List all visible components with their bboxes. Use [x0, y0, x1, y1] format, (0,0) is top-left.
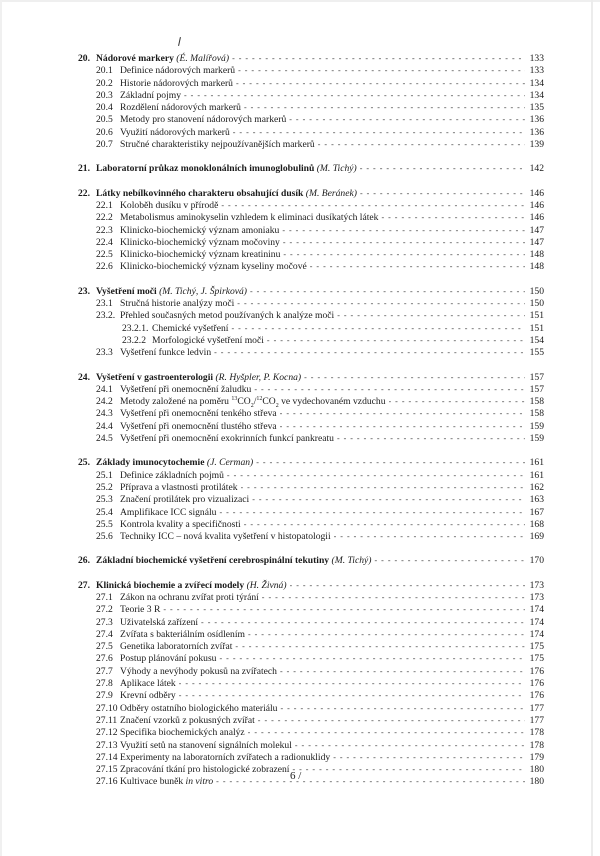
- page-edge-left: [0, 0, 2, 856]
- toc-chapter: [78, 188, 544, 274]
- section-number: 20.1: [96, 65, 113, 77]
- section-title: Vyšetření při onemocnění tenkého střeva: [120, 408, 277, 420]
- toc-section-row[interactable]: [78, 604, 544, 616]
- toc-section-row[interactable]: [78, 470, 544, 482]
- section-number: 22.2: [96, 212, 113, 224]
- page-ref: 162: [529, 481, 544, 493]
- page-ref: 148: [529, 249, 544, 261]
- leader-dots: [250, 286, 525, 298]
- page-ref: 134: [529, 77, 544, 89]
- section-number: 25.3: [96, 494, 113, 506]
- page-ref: 147: [529, 224, 544, 236]
- section-number: 22.3: [96, 224, 113, 236]
- section-number: 27.11: [96, 714, 118, 726]
- section-number: 27.6: [96, 653, 113, 665]
- toc-section-row[interactable]: [78, 703, 544, 715]
- leader-dots: [267, 335, 525, 347]
- leader-dots: [244, 519, 525, 531]
- toc-chapter-row[interactable]: [78, 457, 544, 469]
- page-ref: 133: [529, 65, 544, 77]
- toc-chapter-row[interactable]: [78, 286, 544, 298]
- section-number: 27.7: [96, 665, 113, 677]
- toc-section-row[interactable]: [78, 653, 544, 665]
- toc-section-row[interactable]: [78, 114, 544, 126]
- chapter-number: 23.: [78, 285, 90, 297]
- section-title: Klinicko-biochemický význam kyseliny močové: [120, 261, 307, 273]
- toc-section-row[interactable]: [78, 65, 544, 77]
- section-number: 24.3: [96, 408, 113, 420]
- section-title: Krevní odběry: [120, 690, 176, 702]
- page-ref: 180: [529, 764, 544, 776]
- section-number: 27.14: [96, 751, 118, 763]
- page-ref: 159: [529, 420, 544, 432]
- leader-dots: [236, 78, 525, 90]
- handwritten-mark: [178, 37, 181, 46]
- section-number: 24.2: [96, 396, 113, 408]
- page-ref: 179: [529, 751, 544, 763]
- section-title: Klinicko-biochemický význam amoniaku: [120, 224, 280, 236]
- section-title: Kontrola kvality a specifičnosti: [120, 518, 241, 530]
- chapter-title: Klinická biochemie a zvířecí modely (H. Živná): [96, 579, 287, 591]
- section-number: 22.4: [96, 236, 113, 248]
- leader-dots: [201, 617, 525, 629]
- chapter-author: (J. Cerman): [206, 457, 254, 469]
- section-number: 20.4: [96, 102, 113, 114]
- leader-dots: [179, 690, 525, 702]
- leader-dots: [283, 249, 525, 261]
- toc-section-row[interactable]: [78, 421, 544, 433]
- toc-section-row[interactable]: [78, 482, 544, 494]
- chapter-number: 20.: [78, 53, 90, 64]
- section-title: Zpracování tkání pro histologické zobrazení: [120, 764, 290, 776]
- leader-dots: [280, 703, 525, 715]
- toc-section-row[interactable]: [78, 90, 544, 102]
- section-title: Definice nádorových markerů: [120, 65, 236, 77]
- toc-section-row[interactable]: [78, 78, 544, 90]
- leader-dots: [184, 90, 525, 102]
- page-ref: 146: [529, 199, 544, 211]
- page-ref: 134: [529, 89, 544, 101]
- page-ref: 135: [529, 102, 544, 114]
- leader-dots: [283, 237, 525, 249]
- page-ref: 175: [529, 641, 544, 653]
- section-number: 20.7: [96, 139, 113, 151]
- chapter-author: (H. Živná): [246, 579, 287, 591]
- section-number: 25.4: [96, 506, 113, 518]
- toc-section-row[interactable]: [78, 384, 544, 396]
- leader-dots: [360, 163, 525, 175]
- toc-section-row[interactable]: [78, 531, 544, 543]
- leader-dots: [232, 53, 525, 65]
- toc-section-row[interactable]: [78, 678, 544, 690]
- leader-dots: [318, 139, 525, 151]
- toc-section-row[interactable]: [78, 764, 544, 776]
- leader-dots: [337, 433, 525, 445]
- section-number: 27.1: [96, 591, 113, 603]
- page-ref: 176: [529, 678, 544, 690]
- section-number: 23.1: [96, 298, 113, 310]
- chapter-number: 26.: [78, 555, 90, 567]
- leader-dots: [337, 310, 525, 322]
- section-number: 22.1: [96, 199, 113, 211]
- section-title: Zvířata s bakteriálním osídlením: [120, 628, 245, 640]
- section-number: 22.5: [96, 249, 113, 261]
- section-number: 20.3: [96, 89, 113, 101]
- section-number: 25.1: [96, 469, 113, 481]
- toc-section-row[interactable]: [78, 690, 544, 702]
- toc-chapter-row[interactable]: [78, 188, 544, 200]
- page-ref: 158: [529, 408, 544, 420]
- leader-dots: [360, 188, 525, 200]
- section-number: 23.3: [96, 347, 113, 359]
- chapter-author: (M. Tichý): [316, 163, 357, 175]
- page-ref: 154: [529, 334, 544, 346]
- section-title: Metabolismus aminokyselin vzhledem k eliminaci dusíkatých látek: [120, 212, 379, 224]
- chapter-title: Laboratorní průkaz monoklonálních imunoglobulinů (M. Tichý): [96, 163, 357, 175]
- toc-section-row[interactable]: [78, 261, 544, 273]
- toc-section-row[interactable]: [78, 408, 544, 420]
- leader-dots: [214, 347, 525, 359]
- chapter-author: (M. Tichý): [331, 555, 372, 567]
- section-title: Chemické vyšetření: [152, 322, 229, 334]
- section-title: Amplifikace ICC signálu: [120, 506, 217, 518]
- leader-dots: [235, 641, 525, 653]
- toc-section-row[interactable]: [78, 715, 544, 727]
- toc-chapter-row[interactable]: [78, 163, 544, 175]
- leader-dots: [219, 653, 525, 665]
- chapter-number: 25.: [78, 457, 90, 469]
- chapter-title: Vyšetření moči (M. Tichý, J. Špirková): [96, 285, 247, 297]
- section-number: 27.4: [96, 628, 113, 640]
- section-title: Zákon na ochranu zvířat proti týrání: [120, 591, 259, 603]
- toc-section-row[interactable]: [78, 396, 544, 408]
- leader-dots: [374, 555, 525, 567]
- page-ref: 148: [529, 261, 544, 273]
- section-title: Výhody a nevýhody pokusů na zvířatech: [120, 665, 277, 677]
- toc-chapter: [78, 555, 544, 567]
- leader-dots: [292, 764, 525, 776]
- section-number: 27.13: [96, 739, 118, 751]
- chapter-author: (É. Malířová): [176, 53, 230, 64]
- leader-dots: [280, 408, 525, 420]
- section-number: 24.5: [96, 433, 113, 445]
- page-ref: 163: [529, 494, 544, 506]
- section-number: 20.6: [96, 126, 113, 138]
- section-title: Metody pro stanovení nádorových markerů: [120, 114, 287, 126]
- section-number: 24.4: [96, 420, 113, 432]
- chapter-author: (R. Hyšpler, P. Kocna): [215, 371, 302, 383]
- leader-dots: [381, 212, 525, 224]
- toc-section-row[interactable]: [78, 323, 544, 335]
- page-ref: 142: [529, 163, 544, 175]
- leader-dots: [304, 372, 525, 384]
- section-title: Využití nádorových markerů: [120, 126, 230, 138]
- leader-dots: [248, 727, 525, 739]
- section-title: Metody založené na poměru $^{13}CO_2/^{12}CO_2$ ve vydechovaném vzduchu: [120, 395, 386, 410]
- toc-section-row[interactable]: [78, 237, 544, 249]
- section-number: 20.2: [96, 77, 113, 89]
- leader-dots: [248, 629, 525, 641]
- chapter-number: 22.: [78, 187, 90, 199]
- section-title: Klinicko-biochemický význam kreatininu: [120, 249, 281, 261]
- leader-dots: [295, 740, 525, 752]
- leader-dots: [282, 225, 525, 237]
- toc-section-row[interactable]: [78, 127, 544, 139]
- section-title: Značení protilátek pro vizualizaci: [120, 494, 250, 506]
- leader-dots: [227, 470, 525, 482]
- page-ref: 158: [529, 396, 544, 408]
- section-title: Vyšetření funkce ledvin: [120, 347, 212, 359]
- toc-section-row[interactable]: [78, 225, 544, 237]
- page-ref: 170: [529, 555, 544, 567]
- toc-section-row[interactable]: [78, 433, 544, 445]
- section-number: 27.5: [96, 641, 113, 653]
- toc-section-row[interactable]: [78, 519, 544, 531]
- chapter-author: (M. Tichý, J. Špirková): [159, 285, 247, 297]
- section-number: 27.3: [96, 616, 113, 628]
- page-ref: 173: [529, 591, 544, 603]
- chapter-number: 21.: [78, 163, 90, 175]
- toc-section-row[interactable]: [78, 310, 544, 322]
- page-ref: 159: [529, 433, 544, 445]
- chapter-title: Základní biochemické vyšetření cerebrospinální tekutiny (M. Tichý): [96, 555, 372, 567]
- table-of-contents: [78, 53, 544, 801]
- toc-section-row[interactable]: [78, 102, 544, 114]
- section-title: Vyšetření při onemocnění tlustého střeva: [120, 420, 277, 432]
- page-ref: 133: [529, 53, 544, 64]
- section-title: Specifika biochemických analýz: [120, 727, 245, 739]
- page-ref: 176: [529, 665, 544, 677]
- leader-dots: [238, 65, 525, 77]
- section-title: Stručná historie analýzy moči: [120, 298, 235, 310]
- section-title: Kultivace buněk in vitro: [120, 776, 214, 788]
- chapter-number: 27.: [78, 579, 90, 591]
- page-ref: 136: [529, 114, 544, 126]
- page-ref: 139: [529, 139, 544, 151]
- section-number: 27.16: [96, 776, 118, 788]
- page-ref: 174: [529, 616, 544, 628]
- section-title: Základní pojmy: [120, 89, 182, 101]
- section-title: Techniky ICC – nová kvalita vyšetření v histopatologii: [120, 531, 331, 543]
- leader-dots: [179, 678, 525, 690]
- section-title: Uživatelská zařízení: [120, 616, 199, 628]
- leader-dots: [389, 396, 525, 408]
- toc-section-row[interactable]: [78, 666, 544, 678]
- leader-dots: [241, 482, 526, 494]
- section-title: Koloběh dusíku v přírodě: [120, 199, 219, 211]
- section-title: Aplikace látek: [120, 678, 176, 690]
- leader-dots: [219, 507, 525, 519]
- page-edge-top: [0, 0, 600, 2]
- chapter-author: (M. Beránek): [305, 187, 357, 199]
- leader-dots: [252, 494, 525, 506]
- toc-chapter: [78, 457, 544, 543]
- toc-chapter-row[interactable]: [78, 580, 544, 592]
- section-number: 20.5: [96, 114, 113, 126]
- leader-dots: [163, 604, 525, 616]
- page-ref: 169: [529, 531, 544, 543]
- toc-section-row[interactable]: [78, 298, 544, 310]
- leader-dots: [334, 531, 525, 543]
- page-ref: 155: [529, 347, 544, 359]
- section-title: Využití setů na stanovení signálních molekul: [120, 739, 292, 751]
- leader-dots: [262, 592, 525, 604]
- section-number: 27.12: [96, 727, 118, 739]
- section-title: Odběry ostatního biologického materiálu: [120, 702, 278, 714]
- section-title: Postup plánování pokusu: [120, 653, 217, 665]
- page-ref: 151: [529, 310, 544, 322]
- chapter-number: 24.: [78, 371, 90, 383]
- page-ref: 157: [529, 371, 544, 383]
- toc-section-row[interactable]: [78, 212, 544, 224]
- page-ref: 150: [529, 298, 544, 310]
- section-title: Experimenty na laboratorních zvířatech a radionuklidy: [120, 751, 331, 763]
- toc-chapter-row[interactable]: [78, 372, 544, 384]
- toc-section-row[interactable]: [78, 776, 544, 788]
- toc-section-row[interactable]: [78, 139, 544, 151]
- section-number: 25.5: [96, 518, 113, 530]
- section-number: 27.10: [96, 702, 118, 714]
- section-number: 27.15: [96, 764, 118, 776]
- chapter-title: Nádorové markery (É. Malířová): [96, 53, 230, 64]
- section-number: 23.2.: [96, 310, 116, 322]
- section-title: Vyšetření při onemocnění žaludku: [120, 383, 252, 395]
- toc-chapter: [78, 163, 544, 175]
- page-ref: 174: [529, 604, 544, 616]
- page-ref: 180: [529, 776, 544, 788]
- section-number: 22.6: [96, 261, 113, 273]
- toc-section-row[interactable]: [78, 592, 544, 604]
- leader-dots: [231, 323, 525, 335]
- section-title: Vyšetření při onemocnění exokrinních funkcí pankreatu: [120, 433, 334, 445]
- toc-section-row[interactable]: [78, 617, 544, 629]
- toc-chapter: [78, 53, 544, 151]
- page-ref: 146: [529, 187, 544, 199]
- section-title: Rozdělení nádorových markerů: [120, 102, 241, 114]
- section-title: Teorie 3 R: [120, 604, 161, 616]
- page-ref: 176: [529, 690, 544, 702]
- toc-section-row[interactable]: [78, 347, 544, 359]
- toc-section-row[interactable]: [78, 507, 544, 519]
- toc-section-row[interactable]: [78, 752, 544, 764]
- toc-chapter: [78, 372, 544, 446]
- page-ref: 136: [529, 126, 544, 138]
- section-title: Morfologické vyšetření moči: [152, 334, 264, 346]
- page-ref: 146: [529, 212, 544, 224]
- section-title: Příprava a vlastnosti protilátek: [120, 481, 238, 493]
- toc-section-row[interactable]: [78, 494, 544, 506]
- leader-dots: [237, 298, 525, 310]
- section-number: 25.6: [96, 531, 113, 543]
- toc-chapter: [78, 286, 544, 360]
- chapter-title: Vyšetření v gastroenterologii (R. Hyšpler, P. Kocna): [96, 371, 302, 383]
- section-number: 23.2.1.: [122, 322, 149, 334]
- page-ref: 175: [529, 653, 544, 665]
- section-title: Genetika laboratorních zvířat: [120, 641, 233, 653]
- page-ref: 161: [529, 469, 544, 481]
- section-number: 27.2: [96, 604, 113, 616]
- page-number: 6 /: [290, 770, 302, 782]
- toc-section-row[interactable]: [78, 249, 544, 261]
- toc-chapter-row[interactable]: [78, 53, 544, 65]
- page-ref: 151: [529, 322, 544, 334]
- toc-section-row[interactable]: [78, 740, 544, 752]
- leader-dots: [280, 421, 525, 433]
- section-title: Přehled současných metod používaných k analýze moči: [120, 310, 335, 322]
- section-number: 27.8: [96, 678, 113, 690]
- section-number: 27.9: [96, 690, 113, 702]
- leader-dots: [244, 102, 525, 114]
- chapter-title: Látky nebílkovinného charakteru obsahující dusík (M. Beránek): [96, 187, 357, 199]
- page-ref: 177: [529, 714, 544, 726]
- section-number: 23.2.2: [122, 334, 146, 346]
- toc-section-row[interactable]: [78, 335, 544, 347]
- page-ref: 178: [529, 739, 544, 751]
- page-ref: 167: [529, 506, 544, 518]
- toc-section-row[interactable]: [78, 200, 544, 212]
- leader-dots: [333, 752, 525, 764]
- toc-section-row[interactable]: [78, 629, 544, 641]
- toc-chapter-row[interactable]: [78, 555, 544, 567]
- leader-dots: [216, 776, 525, 788]
- leader-dots: [310, 261, 525, 273]
- section-title: Značení vzorků z pokusných zvířat: [120, 714, 255, 726]
- page-ref: 150: [529, 285, 544, 297]
- page-edge-right: [591, 0, 593, 856]
- leader-dots: [280, 666, 525, 678]
- leader-dots: [233, 127, 525, 139]
- page-ref: 177: [529, 702, 544, 714]
- leader-dots: [289, 114, 525, 126]
- section-number: 25.2: [96, 481, 113, 493]
- page-ref: 173: [529, 579, 544, 591]
- section-title: Stručné charakteristiky nejpoužívanějších markerů: [120, 139, 315, 151]
- section-title: Historie nádorových markerů: [120, 77, 233, 89]
- page-ref: 174: [529, 628, 544, 640]
- section-number: 24.1: [96, 383, 113, 395]
- leader-dots: [290, 580, 525, 592]
- leader-dots: [221, 200, 525, 212]
- leader-dots: [254, 384, 525, 396]
- section-title: Definice základních pojmů: [120, 469, 224, 481]
- page-ref: 178: [529, 727, 544, 739]
- toc-section-row[interactable]: [78, 727, 544, 739]
- chapter-title: Základy imunocytochemie (J. Cerman): [96, 457, 254, 469]
- page-ref: 157: [529, 383, 544, 395]
- leader-dots: [258, 715, 525, 727]
- page-ref: 168: [529, 518, 544, 530]
- toc-section-row[interactable]: [78, 641, 544, 653]
- section-title: Klinicko-biochemický význam močoviny: [120, 236, 280, 248]
- page-ref: 147: [529, 236, 544, 248]
- leader-dots: [256, 457, 525, 469]
- page-ref: 161: [529, 457, 544, 469]
- toc-chapter: [78, 580, 544, 789]
